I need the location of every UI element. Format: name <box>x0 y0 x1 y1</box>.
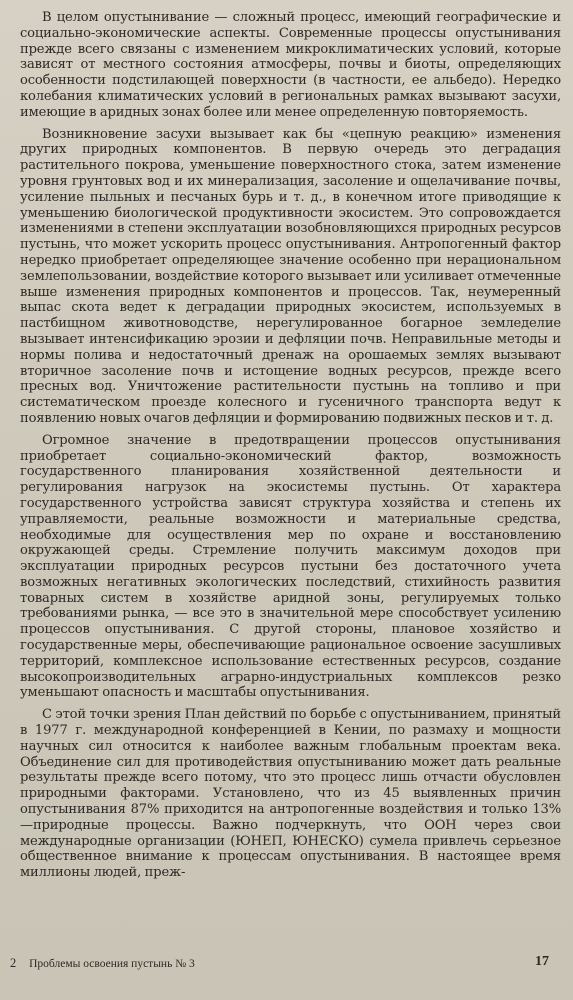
journal-title: Проблемы освоения пустынь № 3 <box>29 958 195 970</box>
paragraph-1: В целом опустынивание — сложный процесс, имеющий географические и социально-экономические аспекты. Современные процессы опустынивания прежде всего связаны с изменением микроклиматических условий, которые зависят от местного состояния атмосферы, почвы и биоты, определяющих особенности подстилающей поверхности (в частности, ее альбедо). Нередко колебания климатических условий в региональных рамках вызывают засухи, имеющие в аридных зонах более или менее определенную повторяемость. <box>20 10 561 120</box>
paragraph-4: С этой точки зрения План действий по борьбе с опустыниванием, принятый в 1977 г. международной конференцией в Кении, по размаху и мощности научных сил относится к наиболее важным глобальным проектам века. Объединение сил для противодействия опустыниванию может дать реальные результаты прежде всего потому, что это процесс лишь отчасти обусловлен природными факторами. Установлено, что из 45 выявленных причин опустынивания 87% приходится на антропогенные воздействия и только 13%—природные процессы. Важно подчеркнуть, что ООН через свои международные организации (ЮНЕП, ЮНЕСКО) сумела привлечь серьезное общественное внимание к процессам опустынивания. В настоящее время миллионы людей, преж- <box>20 707 561 881</box>
page-number: 17 <box>535 954 549 969</box>
paragraph-2: Возникновение засухи вызывает как бы «цепную реакцию» изменения других природных компонентов. В первую очередь это деградация растительного покрова, уменьшение поверхностного стока, затем изменение уровня грунтовых вод и их минерализация, засоление и ощелачивание почвы, усиление пыльных и песчаных бурь и т. д., в конечном итоге приводящие к уменьшению биологической продуктивности экосистем. Это сопровождается изменениями в степени эксплуатации возобновляющихся природных ресурсов пустынь, что может ускорить процесс опустынивания. Антропогенный фактор нередко приобретает определяющее значение особенно при нерациональном землепользовании, воздействие которого вызывает или усиливает отмеченные выше изменения природных компонентов и процессов. Так, неумеренный выпас скота ведет к деградации природных экосистем, используемых в пастбищном животноводстве, нерегулированное богарное земледелие вызывает интенсификацию эрозии и дефляции почв. Неправильные методы и нормы полива и недостаточный дренаж на орошаемых землях вызывают вторичное засоление почв и истощение водных ресурсов, прежде всего пресных вод. Уничтожение растительности пустынь на топливо и при систематическом проезде колесного и гусеничного транспорта ведут к появлению новых очагов дефляции и формированию подвижных песков и т. д. <box>20 126 561 426</box>
paragraph-3: Огромное значение в предотвращении процессов опустынивания приобретает социально-экономический фактор, возможность государственного планирования хозяйственной деятельности и регулирования нагрузок на экосистемы пустынь. От характера государственного устройства зависят структура хозяйства и степень их управляемости, реальные возможности и материальные средства, необходимые для осуществления мер по охране и восстановлению окружающей среды. Стремление получить максимум доходов при эксплуатации природных ресурсов пустыни без достаточного учета возможных негативных экологических последствий, стихийность развития товарных систем в хозяйстве аридной зоны, регулируемых только требованиями рынка, — все это в значительной мере способствует усилению процессов опустынивания. С другой стороны, плановое хозяйство и государственные меры, обеспечивающие рациональное освоение засушливых территорий, комплексное использование естественных ресурсов, создание высокопроизводительных аграрно-индустриальных комплексов резко уменьшают опасность и масштабы опустынивания. <box>20 432 561 701</box>
page-footer <box>10 952 557 974</box>
text-body <box>20 10 561 881</box>
signature-number: 2 <box>10 956 17 970</box>
footer-left <box>10 956 195 971</box>
